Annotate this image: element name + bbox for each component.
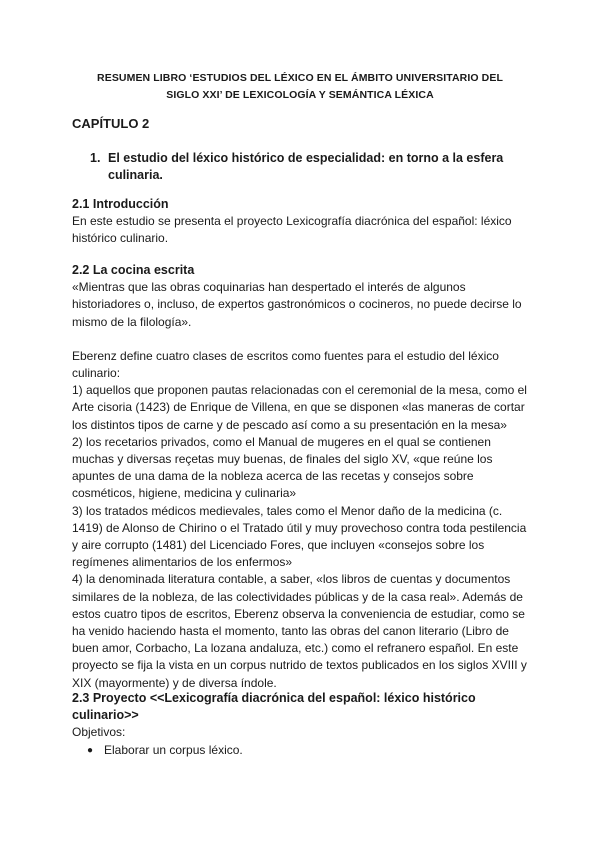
chapter-heading: CAPÍTULO 2: [72, 116, 150, 131]
section-introduccion: [72, 196, 532, 248]
section-cocina-escrita: [72, 262, 532, 692]
objectives-label: Objetivos:: [72, 725, 126, 740]
document-title: [75, 70, 525, 104]
list-item: 3) los tratados médicos medievales, tales como el Menor daño de la medicina (c. 1419) de Alonso de Chirino o el Tratado útil y muy provechoso contra toda pestilencia y aire corrupto (1481) del Licenciado Fores, que incluyen «consejos sobre los regímenes alimentarios de los enfermos»: [72, 503, 527, 570]
section-heading: 2.1 Introducción: [72, 197, 169, 211]
intro-paragraph: Eberenz define cuatro clases de escritos como fuentes para el estudio del léxico culinario:: [72, 348, 499, 381]
heading-number: 1.: [90, 151, 101, 165]
section-body: En este estudio se presenta el proyecto Lexicografía diacrónica del español: léxico histórico culinario.: [72, 214, 512, 246]
list-item: 2) los recetarios privados, como el Manual de mugeres en el qual se contienen muchas y diversas reçetas muy buenas, de finales del siglo XV, «que reúne los apuntes de una dama de la nobleza acerca de las recetas y consejos sobre cosméticos, higiene, medicina y culinaria»: [72, 434, 493, 501]
section-heading: 2.3 Proyecto <<Lexicografía diacrónica del español: léxico histórico culinario>>: [72, 691, 476, 723]
list-item: [72, 742, 532, 759]
bullet-text: Elaborar un corpus léxico.: [104, 742, 243, 757]
objectives-list: [72, 742, 532, 759]
title-line-1: RESUMEN LIBRO ‘ESTUDIOS DEL LÉXICO EN EL ÁMBITO UNIVERSITARIO DEL: [97, 72, 503, 84]
section-proyecto: [72, 690, 532, 759]
numbered-heading: [90, 150, 530, 184]
bullet-icon: ●: [87, 744, 94, 756]
quote-paragraph: «Mientras que las obras coquinarias han despertado el interés de algunos historiadores o, incluso, de expertos gastronómicos o cocineros, no puede decirse lo mismo de la filología».: [72, 280, 522, 329]
heading-text: El estudio del léxico histórico de especialidad: en torno a la esfera culinaria.: [108, 151, 504, 182]
title-line-2: SIGLO XXI’ DE LEXICOLOGÍA Y SEMÁNTICA LÉXICA: [166, 89, 434, 101]
section-heading: 2.2 La cocina escrita: [72, 263, 195, 277]
list-item: 1) aquellos que proponen pautas relacionadas con el ceremonial de la mesa, como el Arte cisoria (1423) de Enrique de Villena, en que se disponen «las maneras de cortar los distintos tipos de carne y de pescado así como a su presentación en la mesa»: [72, 383, 527, 432]
list-item: 4) la denominada literatura contable, a saber, «los libros de cuentas y documentos similares de la nobleza, de las colectividades públicas y de la casa real». Además de estos cuatro tipos de escritos, Eberenz observa la conveniencia de estudiar, como se ha venido haciendo hasta el momento, tanto las obras del canon literario (Libro de buen amor, Corbacho, La lozana andaluza, etc.) como el refranero español. En este proyecto se fija la vista en un corpus nutrido de textos publicados en los siglos XVIII y XIX (mayormente) y de diversa índole.: [72, 572, 527, 690]
